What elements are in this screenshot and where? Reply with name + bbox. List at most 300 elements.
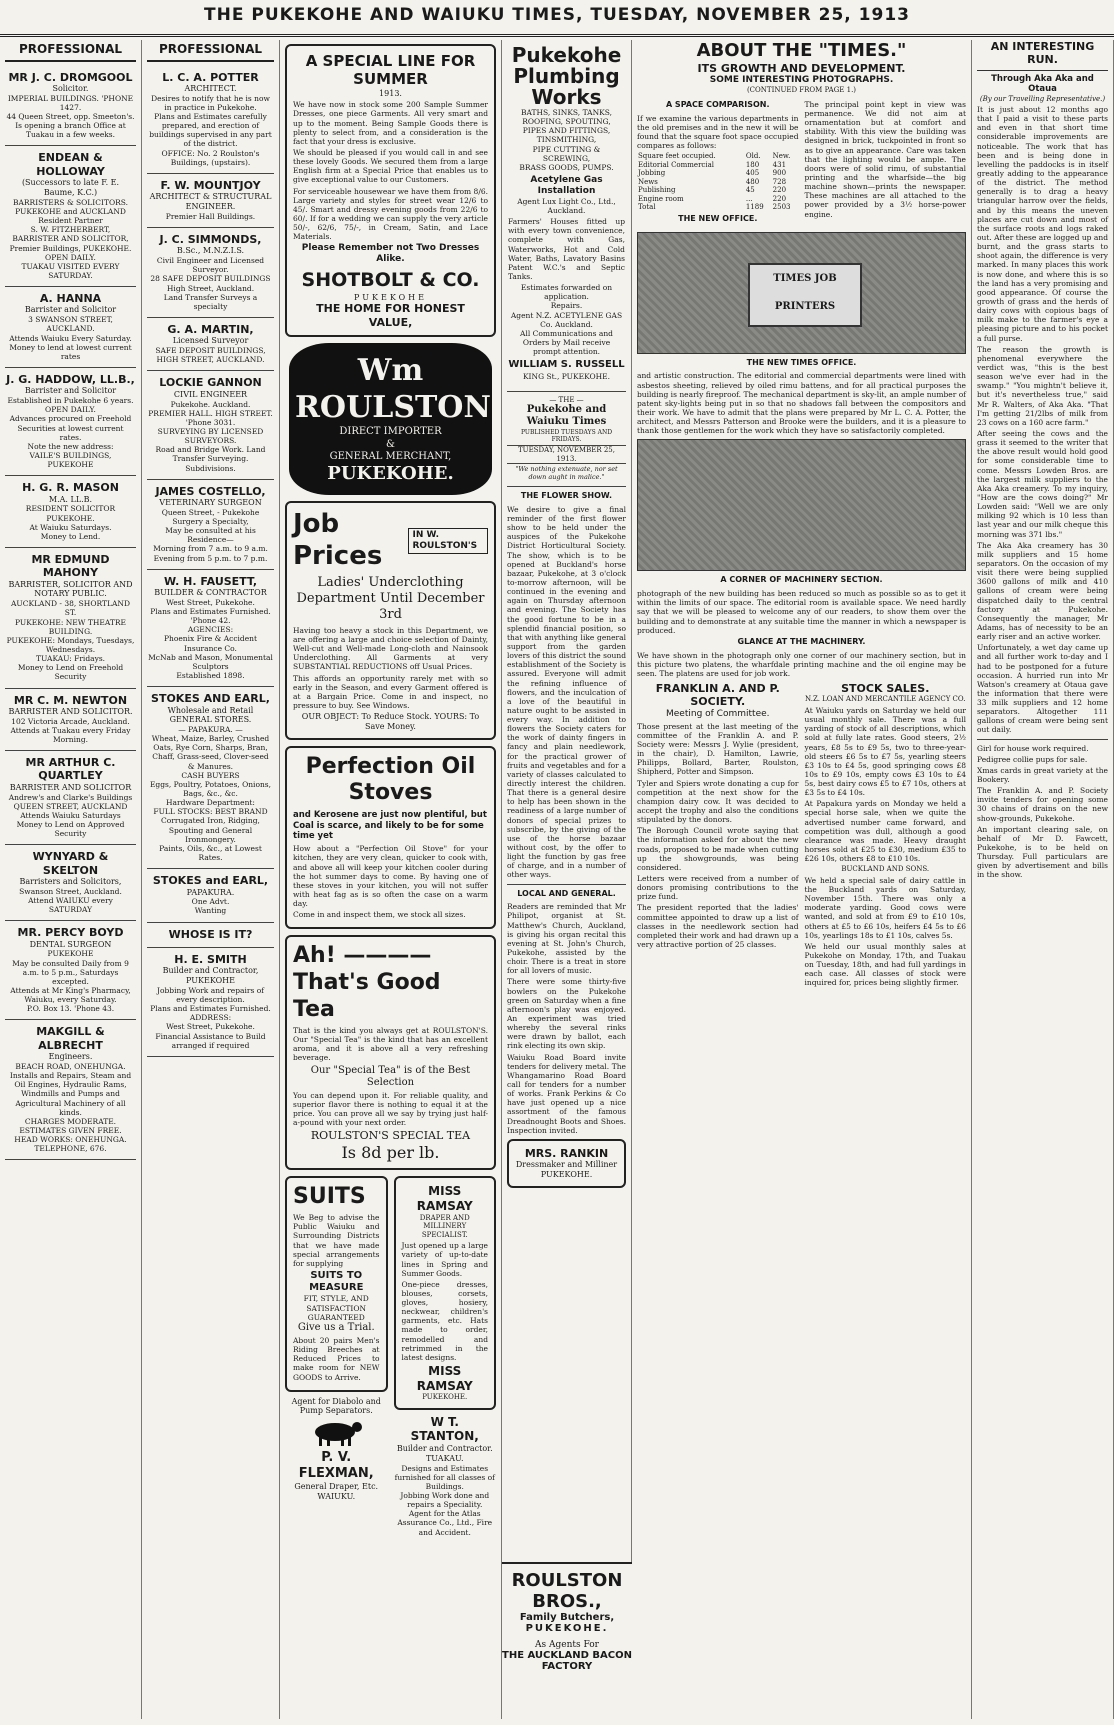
job-prices-body-2: This affords an opportunity rarely met with so early in the Season, and every Garment offered is at a Bargain Price. Come in and inspect, no pressure to buy. See Windows. bbox=[293, 673, 488, 710]
tea-title-2: That's Good Tea bbox=[293, 970, 441, 1023]
ramsay-body-2: One-piece dresses, blouses, corsets, gloves, hosiery, neckwear, children's garments, etc. Hats made to order, remodelled and retrimmed in the latest designs. bbox=[401, 1279, 488, 1362]
ad-name: MAKGILL & ALBRECHT bbox=[36, 1025, 105, 1052]
suits-body: We Beg to advise the Public Waiuku and Surrounding Districts that we have made special arrangements for supplying bbox=[293, 1213, 380, 1268]
ad-line: AGENCIES: bbox=[187, 625, 234, 635]
ad-line: Plans and Estimates Furnished. bbox=[150, 606, 271, 616]
ad-line: Desires to notify that he is now in practice in Pukekohe. bbox=[151, 93, 270, 112]
col2-ad-0 bbox=[147, 66, 274, 174]
table-row bbox=[637, 186, 799, 195]
machinery-glance-title: GLANCE AT THE MACHINERY. bbox=[737, 636, 866, 646]
stanton-town: TUAKAU. bbox=[425, 1453, 464, 1463]
table-row bbox=[637, 178, 799, 187]
ad-line: CASH BUYERS bbox=[181, 770, 240, 780]
ad-line: FULL STOCKS: BEST BRAND Corrugated Iron, Ridging, Spouting and General Ironmongery. bbox=[153, 807, 268, 844]
notice-3: Xmas cards in great variety at the Bookery. bbox=[977, 765, 1108, 785]
ad-line: West Street, Pukekohe. bbox=[166, 597, 255, 607]
ramsay-foot: MISS RAMSAY bbox=[416, 1364, 473, 1393]
new-office-title: THE NEW OFFICE. bbox=[678, 213, 758, 223]
tea-title-1: Ah! ———— bbox=[293, 943, 432, 969]
summer-title: A SPECIAL LINE FOR SUMMER bbox=[305, 52, 476, 89]
masthead-motto: "We nothing extenuate, nor set down aught in malice." bbox=[515, 465, 618, 482]
ad-line: AUCKLAND - 38, SHORTLAND ST. bbox=[11, 599, 130, 618]
ad-name: J. C. SIMMONDS, bbox=[159, 232, 262, 246]
col1-ad-4 bbox=[5, 476, 136, 548]
editorial-masthead bbox=[507, 396, 626, 482]
roulston-logo bbox=[289, 343, 492, 495]
ad-name: L. C. A. POTTER bbox=[162, 70, 259, 84]
ad-subtitle: Builder and Contractor, PUKEKOHE bbox=[162, 966, 259, 986]
feature-body-4: photograph of the new building has been reduced so much as possible so as to get it within the limits of our space. The editorial room is available space. We need hardly say that we will be pleased to welcome any of our readers, to show them over the building and to demonstrate at any suitable time the manner in which a newspaper is produced. bbox=[637, 589, 966, 635]
space-table bbox=[637, 152, 799, 212]
job-prices-title: Job Prices bbox=[293, 508, 383, 571]
masthead: THE PUKEKOHE AND WAIUKU TIMES, TUESDAY, NOVEMBER 25, 1913 bbox=[0, 0, 1114, 37]
ad-line: PUKEKOHE: Mondays, Tuesdays, Wednesdays. bbox=[6, 635, 135, 654]
plumbing-title: Pukekohe Plumbing Works bbox=[511, 43, 622, 109]
ad-list bbox=[147, 66, 274, 1057]
oil-stove-ad bbox=[285, 746, 496, 930]
feature-title: ABOUT THE "TIMES." bbox=[696, 40, 907, 61]
franklin-body-3: The Borough Council wrote saying that the information asked for about the new roads, proposed to be made when cutting up the showgrounds, was being considered. bbox=[637, 826, 799, 872]
feature-continued: (CONTINUED FROM PAGE 1.) bbox=[746, 86, 857, 95]
oil-body: How about a "Perfection Oil Stove" for your kitchen, they are very clean, quicker to cook with, and above all will keep your kitchen cooler during the hot summer days to come. By having one of these stoves in your kitchen, you will not suffer with heat fag as is so often the case on a warm day. bbox=[293, 844, 488, 909]
flower-show-body: We desire to give a final reminder of the first flower show to be held under the auspices of the Pukekohe District Horticultural Society. The show, which is to be opened at Buckland's horse bazaar, Pukekohe, at 3 o'clock to-morrow afternoon, will be continued in the evening and again on Thursday afternoon and evening. The Society has the good fortune to be in a splendid financial position, so that with anything like general support from the garden lovers of this district the sound establishment of the Society is assured. Everyone will admit the refining influence of flowers, and the inculcation of a love of the beautiful in nature ought to be assisted in every way. In addition to flowers the Society caters for the work of dainty fingers in fancy and plain needlework, for the practical grower of fruits and vegetables and for a variety of classes calculated to directly interest the children. That there is a general desire to help has been shown in the readiness of a large number of donors of special prizes to subscribe, by the giving of the use of the horse bazaar without cost, by the offer to light the function by gas free of charge, and in a number of other ways. bbox=[507, 504, 626, 880]
tea-price: Is 8d per lb. bbox=[341, 1142, 440, 1162]
ad-line: Resident Partner bbox=[38, 216, 103, 226]
stanton-body-2: Jobbing Work done and repairs a Speciality. bbox=[400, 1491, 490, 1510]
rankin-sub: Dressmaker and Milliner bbox=[515, 1160, 618, 1170]
ramsay-name: MISS RAMSAY bbox=[416, 1184, 473, 1213]
ad-name: LOCKIE GANNON bbox=[159, 376, 262, 390]
table-cell: 405 bbox=[745, 169, 760, 178]
table-cell: 180 bbox=[745, 160, 760, 169]
ramsay-town: PUKEKOHE. bbox=[422, 1393, 468, 1402]
table-cell: 480 bbox=[745, 177, 760, 186]
job-prices-tag: IN W. ROULSTON'S bbox=[408, 528, 488, 554]
ad-subtitle: DENTAL SURGEON bbox=[29, 939, 112, 949]
space-comparison-title: A SPACE COMPARISON. bbox=[665, 99, 770, 109]
suits-line-1: FIT, STYLE, AND SATISFACTION GUARANTEED bbox=[303, 1294, 369, 1322]
job-prices-body: Having too heavy a stock in this Department, we are offering a large and choice selection of Dainty, Well-cut and Well-made Long-cloth and Nainsook Underclothing. All Garments at very SUBSTANTIAL REDUCTIONS off Usual Prices. bbox=[293, 625, 488, 672]
plumbing-service: TINSMITHING, bbox=[536, 135, 597, 145]
ad-subtitle: CIVIL ENGINEER bbox=[173, 389, 248, 399]
flower-show-title: THE FLOWER SHOW. bbox=[520, 491, 613, 501]
table-cell: 220 bbox=[772, 194, 787, 203]
table-cell: 1189 bbox=[745, 203, 764, 212]
flexman-ad bbox=[285, 1392, 388, 1508]
masthead-date: TUESDAY, NOVEMBER 25, 1913. bbox=[507, 445, 626, 464]
stock-body-4: We held our usual monthly sales at Pukekohe on Monday, 17th, and Tuakau on Tuesday, 18th, and had full yardings in each case. All classes of stock were inquired for, prices being slightly firmer. bbox=[804, 941, 966, 988]
col2-ad-3 bbox=[147, 318, 274, 371]
ad-subtitle: BARRISTER, SOLICITOR AND NOTARY PUBLIC. bbox=[8, 579, 133, 599]
summer-body-2: We should be pleased if you would call in and see these lovely Goods. We secured them from a large English firm at a Special Price that enables us to give exceptional value to our Customers. bbox=[293, 148, 488, 185]
franklin-title: FRANKLIN A. AND P. SOCIETY. bbox=[655, 682, 780, 709]
notice-5: An important clearing sale, on behalf of Mr D. Fawcett, Pukekohe, is to be held on Thursday. Full particulars are given by advertisement and bills in the show. bbox=[977, 824, 1108, 880]
plumbing-service: PIPE CUTTING & SCREWING, bbox=[532, 144, 601, 163]
ad-line: VAILE'S BUILDINGS, PUKEKOHE bbox=[29, 450, 112, 470]
roulston-bros-town: PUKEKOHE. bbox=[525, 1623, 609, 1634]
ad-name: MR C. M. NEWTON bbox=[13, 693, 128, 707]
flexman-agent: Agent for Diabolo and Pump Separators. bbox=[291, 1396, 381, 1416]
ad-line: TUAKAU: Fridays. bbox=[35, 654, 106, 664]
shotbolt-town: PUKEKOHE bbox=[354, 292, 427, 302]
col2-ad-8 bbox=[147, 869, 274, 922]
table-cell: 45 bbox=[745, 186, 755, 195]
ad-name: A. HANNA bbox=[39, 292, 102, 306]
ad-line: BARRISTER AND SOLICITOR, bbox=[12, 234, 129, 244]
table-cell: 728 bbox=[772, 177, 787, 186]
ad-line: Paints, Oils, &c., at Lowest Rates. bbox=[159, 843, 262, 862]
ad-subtitle: ARCHITECT. bbox=[184, 84, 237, 94]
col1-ad-0 bbox=[5, 66, 136, 147]
stock-body-2: At Papakura yards on Monday we held a special horse sale, when we quite the advertised number came forward, and competition was dull, although a good clearance was made. Heavy draught horses sold at £25 to £30, medium £35 to £26 10s, others £8 to £10 10s. bbox=[804, 799, 966, 864]
ad-line: PREMIER HALL. HIGH STREET. 'Phone 3031. bbox=[148, 408, 273, 427]
roulston-bros-name: ROULSTON BROS., bbox=[511, 1570, 623, 1612]
summer-year: 1913. bbox=[379, 88, 402, 98]
ramsay-ad bbox=[394, 1176, 497, 1409]
ad-line: QUEEN STREET, AUCKLAND bbox=[13, 801, 128, 811]
ad-subtitle: VETERINARY SURGEON bbox=[159, 498, 262, 508]
run-body-2: The reason the growth is phenomenal everywhere the verdict was, "this is the best season we've ever had in the swamp." "You mightn't believe it, but it's nevertheless true," said Mr R. Walters, of Aka Aka. "That I'm getting 21/2lbs of milk from 23 cows on a 160 acre farm." bbox=[977, 344, 1108, 427]
summer-note: Please Remember not Two Dresses Alike. bbox=[301, 243, 480, 265]
ad-line: Phoenix Fire & Accident Insurance Co. bbox=[163, 634, 258, 653]
oil-sub: and Kerosene are just now plentiful, but Coal is scarce, and likely to be for some time yet bbox=[293, 810, 487, 841]
ad-line: Money to Lend. bbox=[40, 531, 101, 541]
ad-line: Wheat, Maize, Barley, Crushed Oats, Rye Corn, Sharps, Bran, Chaff, Grass-seed, Clover-seed & Manures. bbox=[151, 734, 270, 771]
stanton-body-3: Agent for the Atlas Assurance Co., Ltd., Fire and Accident. bbox=[397, 1509, 493, 1537]
table-cell: 220 bbox=[772, 186, 787, 195]
ad-line: Attend WAIUKU every SATURDAY bbox=[28, 896, 113, 915]
tea-ad bbox=[285, 935, 496, 1170]
ad-line: Surgery a Specialty, bbox=[172, 516, 249, 526]
rankin-ad bbox=[507, 1139, 626, 1188]
run-body-3: After seeing the cows and the grass it seemed to the writer that the above result would hold good for some considerable time to come. Messrs Lowden Bros. are the largest milk suppliers to the Aka Aka creamery. To my inquiry, "How are the cows doing?" Mr Lowden said: "Well we are only milking 92 which is 10 less than last year and our milk cheque this morning was 371 lbs." bbox=[977, 428, 1108, 539]
ad-line: Pukekohe. Auckland. bbox=[170, 399, 251, 409]
ad-line: McNab and Mason, Monumental Sculptors bbox=[148, 652, 273, 671]
column-times-feature bbox=[632, 40, 972, 1719]
new-office-body: The principal point kept in view was permanence. We did not aim at ornamentation but at comfort and stability. With this view the building was designed in brick, tuckpointed in front so as to give an appearance. Care was taken that the lighting would be ample. The doors were of solid rimu, of substantial printing and the wharfside—the big machine shown—prints the newspaper. These machines are all attached to the power provided by a 3½ horse-power engine. bbox=[804, 99, 966, 219]
ad-line: S. W. FITZHERBERT, bbox=[30, 225, 111, 235]
ad-subtitle: Barrister and Solicitor bbox=[24, 386, 117, 396]
col1-ad-3 bbox=[5, 368, 136, 476]
ad-line: SURVEYING BY LICENSED SURVEYORS. bbox=[157, 426, 264, 446]
table-cell: Publishing bbox=[638, 186, 676, 195]
feature-body-3: and artistic construction. The editorial and commercial departments were lined with asbestos sheeting, relieved by oiled rimu battens, and for all practical purposes the building is nearly fireproof. The mechanical department is sky-lit, an ample number of patent sky-lights being put in so that no shadows fall between the compositors and their work. We have to admit that the plans were prepared by Mr L. C. A. Potter, the architect, and Messrs Patterson and Brooke were the builders, and it is a pleasure to thank those gentlemen for the work which they have so satisfactorily completed. bbox=[637, 371, 966, 436]
office-sign: TIMES JOB PRINTERS bbox=[748, 263, 862, 327]
ad-line: Civil Engineer and Licensed Surveyor. bbox=[156, 256, 265, 275]
ad-line: Note the new address: bbox=[27, 441, 114, 451]
masthead-the: — THE — bbox=[549, 395, 584, 404]
ad-line: Is opening a branch Office at Tuakau in a few weeks. bbox=[15, 121, 126, 140]
feature-subtitle: ITS GROWTH AND DEVELOPMENT. bbox=[697, 61, 906, 75]
column-professional-2 bbox=[142, 40, 280, 1719]
ad-line: 'Phone 42. bbox=[190, 616, 231, 626]
ad-line: IMPERIAL BUILDINGS. 'PHONE 1427. bbox=[7, 93, 134, 112]
flexman-town: WAIUKU. bbox=[317, 1491, 356, 1501]
local-general-body: Readers are reminded that Mr Philipot, organist at St. Matthew's Church, Auckland, is giving his organ recital this evening at St. John's Church, Pukekohe, assisted by the choir. There is a treat in store for all lovers of music. bbox=[507, 902, 626, 976]
ad-subtitle: Wholesale and Retail GENERAL STORES. bbox=[167, 705, 254, 725]
plumbing-body-3: Estimates forwarded on application. bbox=[520, 283, 613, 302]
ad-line: Hardware Department: bbox=[166, 798, 255, 808]
franklin-sub: Meeting of Committee. bbox=[666, 708, 770, 719]
oil-title-2: Stoves bbox=[348, 780, 433, 806]
photo-2-caption: A CORNER OF MACHINERY SECTION. bbox=[720, 575, 883, 585]
ad-subtitle: Licensed Surveyor bbox=[172, 336, 249, 346]
ad-line: One Advt. bbox=[191, 897, 230, 907]
ad-subtitle: M.A. LL.B. bbox=[48, 494, 93, 504]
stock-sub: N.Z. LOAN AND MERCANTILE AGENCY CO. bbox=[805, 695, 966, 704]
ad-line: May be consulted Daily from 9 a.m. to 5 p.m., Saturdays excepted. bbox=[12, 958, 129, 986]
flexman-name: P. V. FLEXMAN, bbox=[298, 1450, 374, 1482]
col1-ad-7 bbox=[5, 751, 136, 845]
ad-line: Road and Bridge Work. Land Transfer Surveying. Subdivisions. bbox=[155, 445, 266, 473]
shotbolt-tagline: THE HOME FOR HONEST VALUE, bbox=[316, 302, 465, 329]
table-cell: ... bbox=[745, 194, 753, 203]
table-row bbox=[637, 195, 799, 204]
stanton-name: W T. STANTON, bbox=[410, 1414, 479, 1444]
ad-line: P.O. Box 13. 'Phone 43. bbox=[26, 1004, 115, 1014]
plumbing-ad bbox=[507, 40, 626, 387]
ad-line: Morning from 7 a.m. to 9 a.m. bbox=[153, 544, 268, 554]
stock-body: At Waiuku yards on Saturday we held our usual monthly sale. There was a full yarding of stock of all descriptions, which sold at fully late rates. Good steers, 2½ years, £8 5s to £9 5s, two to three-year-old steers £6 5s to £7 5s, yearling steers £3 10s to £4 5s, good springing cows £8 10s to £9 10s, empty cows £3 10s to £4 5s, best dairy cows £5 to £7 10s, others at £3 5s to £4 10s. bbox=[804, 705, 966, 798]
buckland-title: BUCKLAND AND SONS. bbox=[841, 865, 930, 874]
photo-new-times-office bbox=[637, 232, 966, 354]
roulston-logo-town: PUKEKOHE. bbox=[327, 462, 454, 484]
oil-title-1: Perfection Oil bbox=[305, 753, 476, 779]
col2-ad-4 bbox=[147, 371, 274, 479]
bacon-agents: As Agents For bbox=[535, 1640, 599, 1650]
franklin-body-5: The president reported that the ladies' committee appointed to draw up a list of classes in the needlework section had completed their work and had drawn up a very attractive portion of 25 classes. bbox=[637, 903, 799, 950]
ad-line: OFFICE: No. 2 Roulston's Buildings, (upstairs). bbox=[161, 148, 260, 167]
col2-ad-6 bbox=[147, 570, 274, 687]
job-prices-ad bbox=[285, 501, 496, 740]
photo-1-caption: THE NEW TIMES OFFICE. bbox=[746, 357, 857, 367]
summer-body-3: For serviceable housewear we have them from 8/6. Large variety and styles for street wear 12/6 to 45/. Smart and dressy evening goods from 22/6 to 60/. If for a wedding we can supply the very article 50/-, 62/6, 75/-, in Cream, Satin, and Lace Materials. bbox=[293, 186, 488, 242]
ad-line: Land Transfer Surveys a specialty bbox=[163, 292, 258, 311]
ad-line: Attends at Mr King's Pharmacy, Waiuku, every Saturday. bbox=[10, 986, 131, 1005]
ad-name: W. H. FAUSETT, bbox=[163, 574, 258, 588]
ad-line: High Street, Auckland. bbox=[166, 283, 255, 293]
plumbing-body-2: Farmers' Houses fitted up with every town convenience, complete with Gas, Waterworks, Hot and Cold Water, Baths, Lavatory Basins Patent W.C.'s and Septic Tanks. bbox=[508, 217, 625, 282]
stock-body-3: We held a special sale of dairy cattle in the Buckland yards on Saturday, November 15th. There was only a moderate yarding. Good cows were wanted, and sold at from £9 to £10 10s, others at £5 to £6 10s, heifers £4 5s to £6 10s, yearlings 18s to £1 10s, calves 5s. bbox=[804, 875, 966, 940]
roulston-logo-line3: GENERAL MERCHANT, bbox=[329, 450, 452, 462]
run-body-5: Unfortunately, a wet day came up and all further work to-day and I had to be postponed for a future occasion. A hurried run into Mr Watson's creamery at Otaua gave the information that there were 33 milk suppliers and 12 home separators. Altogether 111 gallons of cream were being sent out daily. bbox=[977, 643, 1108, 735]
table-cell: 431 bbox=[772, 160, 787, 169]
suits-sub: SUITS TO MEASURE bbox=[309, 1270, 364, 1294]
job-prices-sub: Ladies' Underclothing Department Until December 3rd bbox=[296, 575, 485, 622]
col2-ad-2 bbox=[147, 228, 274, 318]
roulston-logo-name: Wm ROULSTON bbox=[295, 353, 491, 425]
plumbing-service: BATHS, SINKS, TANKS, bbox=[520, 108, 613, 117]
column-heading: PROFESSIONAL bbox=[147, 40, 274, 62]
notice-2: Pedigree collie pups for sale. bbox=[977, 754, 1088, 764]
ad-subtitle: Barristers and Solicitors, bbox=[19, 877, 122, 887]
ad-list bbox=[5, 66, 136, 1161]
run-body: It is just about 12 months ago that I paid a visit to these parts and even in that short time considerable improvements are noticeable. The work that has been and is being done in levelling the paddocks is in itself greatly adding to the appearance of the district. The method generally is to drag a heavy triangular harrow over the fields, and by this means the uneven places are cut down and most of the surface roots and logs raked out. After these are logged up and burnt, and the grass starts to shoot again, the difference is very marked. In many places this work is now done, and where this is so the land has a very promising and good appearance. Of course the growth of grass and the herds of dairy cows with copious bags of milk make to the farmer's eye a pleasing picture and to his pocket a full purse. bbox=[977, 105, 1108, 343]
ad-line: HEAD WORKS: ONEHUNGA. TELEPHONE, 676. bbox=[14, 1135, 127, 1154]
franklin-body-4: Letters were received from a number of donors promising contributions to the prize fund. bbox=[637, 874, 799, 902]
table-cell: Total bbox=[638, 203, 656, 212]
ad-name: G. A. MARTIN, bbox=[167, 322, 254, 336]
ad-name: F. W. MOUNTJOY bbox=[160, 178, 261, 192]
shotbolt-name: SHOTBOLT & CO. bbox=[301, 269, 480, 292]
col1-ad-5 bbox=[5, 548, 136, 689]
table-row bbox=[637, 169, 799, 178]
ad-line: Queen Street, - Pukekohe bbox=[161, 507, 260, 517]
roulston-logo-line1: DIRECT IMPORTER bbox=[339, 426, 442, 438]
ad-name: STOKES AND EARL, bbox=[151, 692, 270, 706]
notice-4: The Franklin A. and P. Society invite tenders for opening some 30 chains of drains on the new show-grounds, Pukekohe. bbox=[977, 786, 1108, 823]
franklin-body-2: Tyler and Spiers wrote donating a cup for competition at the next show for the champion dairy cow. It was decided to accept the trophy and also the conditions stipulated by the donors. bbox=[637, 778, 799, 825]
ad-subtitle: Engineers. bbox=[48, 1052, 93, 1062]
suits-line-3: About 20 pairs Men's Riding Breeches at Reduced Prices to make room for NEW GOODS to Arrive. bbox=[293, 1336, 380, 1382]
masthead-sub: PUBLISHED TUESDAYS AND FRIDAYS. bbox=[520, 428, 612, 443]
stanton-sub: Builder and Contractor. bbox=[396, 1444, 493, 1454]
stanton-ad bbox=[394, 1410, 497, 1543]
ad-name: MR EDMUND MAHONY bbox=[31, 552, 110, 580]
ad-subtitle: BARRISTER AND SOLICITOR. bbox=[8, 706, 133, 716]
ad-line: TUAKAU VISITED EVERY SATURDAY. bbox=[21, 261, 120, 280]
ad-line: PUKEKOHE bbox=[47, 949, 94, 959]
tea-body: That is the kind you always get at ROULSTON'S. Our "Special Tea" is the kind that has an excellent aroma, and it is above all a very refreshing beverage. bbox=[293, 1025, 488, 1063]
roulston-logo-line2: & bbox=[386, 438, 395, 450]
ad-line: Attends Waiuku Saturdays bbox=[20, 810, 121, 820]
ad-line: BEACH ROAD, ONEHUNGA. bbox=[15, 1062, 126, 1072]
summer-dress-ad bbox=[285, 44, 496, 337]
ad-line: PUKEKOHE. bbox=[46, 513, 95, 523]
run-title: AN INTERESTING RUN. bbox=[977, 40, 1108, 71]
column-professional-1 bbox=[0, 40, 142, 1719]
ad-subtitle: BUILDER & CONTRACTOR bbox=[154, 588, 267, 598]
ad-line: Plans and Estimates Furnished. bbox=[150, 1004, 271, 1014]
suits-line-2: Give us a Trial. bbox=[297, 1321, 375, 1333]
table-cell: Editorial Commercial bbox=[638, 160, 714, 169]
rankin-town: PUKEKOHE. bbox=[540, 1170, 593, 1180]
ad-name: ENDEAN & HOLLOWAY bbox=[36, 151, 105, 178]
ad-subtitle: B.Sc., M.N.Z.I.S. bbox=[176, 246, 245, 256]
ad-line: Financial Assistance to Build arranged if required bbox=[155, 1031, 266, 1050]
ad-name: WYNYARD & SKELTON bbox=[32, 850, 109, 877]
plumbing-body-4: Repairs. bbox=[550, 301, 583, 311]
run-sub: Through Aka Aka and Otaua bbox=[991, 73, 1094, 95]
masthead-name: Pukekohe and Waiuku Times bbox=[526, 404, 607, 428]
ad-line: OPEN DAILY. bbox=[45, 405, 96, 415]
ad-line: West Street, Pukekohe. bbox=[166, 1022, 255, 1032]
ad-line: Established 1898. bbox=[176, 670, 245, 680]
ad-name: WHOSE IS IT? bbox=[168, 927, 253, 941]
ad-name: J. G. HADDOW, LL.B., bbox=[6, 372, 135, 386]
ad-line: 28 SAFE DEPOSIT BUILDINGS bbox=[150, 274, 271, 284]
ad-line: Premier Hall Buildings. bbox=[165, 211, 256, 221]
plumbing-services bbox=[508, 108, 625, 172]
ad-line: At Waiuku Saturdays. bbox=[29, 522, 112, 532]
table-header: New. bbox=[772, 152, 791, 161]
tea-sub: Our "Special Tea" is of the Best Selection bbox=[310, 1064, 471, 1088]
suits-title: SUITS bbox=[293, 1184, 366, 1210]
plumbing-service: ROOFING, SPOUTING, bbox=[522, 117, 611, 127]
ad-name: MR ARTHUR C. QUARTLEY bbox=[25, 756, 116, 783]
oil-body-2: Come in and inspect them, we stock all sizes. bbox=[293, 910, 466, 920]
column-interesting-run bbox=[972, 40, 1114, 1719]
ad-line: Swanson Street, Auckland. bbox=[19, 886, 122, 896]
ad-line: Jobbing Work and repairs of every description. bbox=[156, 985, 265, 1004]
plumbing-sub: Acetylene Gas Installation bbox=[530, 174, 603, 196]
ad-line: BARRISTERS & SOLICITORS. bbox=[12, 197, 128, 207]
ad-line: 3 SWANSON STREET, AUCKLAND. bbox=[28, 315, 113, 334]
local-general-body-2: There were some thirty-five bowlers on the Pukekohe green on Saturday when a fine afternoon's play was enjoyed. An experiment was tried whereby the several rinks were drawn by ballot, each rink electing its own skip. bbox=[507, 977, 626, 1051]
ad-line: Wanting bbox=[194, 906, 227, 916]
ad-line: Andrew's and Clarke's Buildings bbox=[8, 792, 133, 802]
ad-line: Evening from 5 p.m. to 7 p.m. bbox=[153, 553, 268, 563]
ad-name: MR. PERCY BOYD bbox=[17, 926, 124, 940]
col2-ad-10 bbox=[147, 948, 274, 1057]
col2-ad-1 bbox=[147, 174, 274, 228]
col1-ad-6 bbox=[5, 689, 136, 752]
table-row bbox=[637, 203, 799, 212]
plumbing-town: KING St., PUKEKOHE. bbox=[522, 371, 611, 381]
ad-subtitle: PAPAKURA. bbox=[186, 887, 235, 897]
table-cell: Engine room bbox=[638, 194, 684, 203]
local-general-body-3: Waiuku Road Board invite tenders for delivery metal. The Whangamarino Road Board call for tenders for a number of works. Frank Perkins & Co have just opened up a nice assortment of the famous Dreadnought Boots and Shoes. Inspection invited. bbox=[507, 1052, 626, 1135]
ad-line: HIGH STREET, AUCKLAND. bbox=[156, 355, 265, 365]
ad-subtitle: BARRISTER AND SOLICITOR bbox=[9, 782, 132, 792]
col2-ad-5 bbox=[147, 480, 274, 570]
ad-line: CHARGES MODERATE. ESTIMATES GIVEN FREE. bbox=[19, 1116, 122, 1136]
ad-line: Eggs, Poultry, Potatoes, Onions, Bags, &c., &c. bbox=[149, 779, 272, 798]
ramsay-body: Just opened up a large variety of up-to-date lines in Spring and Summer Goods. bbox=[401, 1241, 488, 1278]
ad-line: 102 Victoria Arcade, Auckland. bbox=[11, 716, 130, 726]
col1-ad-9 bbox=[5, 921, 136, 1020]
flexman-sub: General Draper, Etc. bbox=[294, 1481, 379, 1491]
table-cell: News bbox=[638, 177, 658, 186]
ad-line: 44 Queen Street, opp. Smeeton's. bbox=[6, 112, 135, 122]
photo-machinery-section bbox=[637, 439, 966, 571]
ad-line: Installs and Repairs, Steam and Oil Engines, Hydraulic Rams, Windmills and Pumps and Agricultural Machinery of all kinds. bbox=[9, 1071, 132, 1117]
tea-body-2: You can depend upon it. For reliable quality, and superior flavor there is nothing to equal it at the price. You can prove all we say by trying just half-a-pound with your next order. bbox=[293, 1090, 488, 1128]
column-heading: PROFESSIONAL bbox=[5, 40, 136, 62]
franklin-body: Those present at the last meeting of the committee of the Franklin A. and P. Society were: Messrs J. Wylie (president, in the chair), D. Hamilton, Lawrie, Philipps, Bollard, Barter, Roulston, Shipherd, Potter and Simpson. bbox=[637, 721, 799, 777]
ad-line: May be consulted at his Residence— bbox=[165, 526, 256, 545]
ad-subtitle: (Successors to late F. E. Baume, K.C.) bbox=[21, 178, 120, 198]
ad-line: RESIDENT SOLICITOR bbox=[25, 504, 116, 514]
ad-line: SAFE DEPOSIT BUILDINGS, bbox=[155, 346, 266, 356]
table-cell: Jobbing bbox=[638, 169, 666, 178]
column-plumbing-editorial bbox=[502, 40, 632, 1719]
col1-ad-10 bbox=[5, 1020, 136, 1160]
plumbing-body-6: All Communications and Orders by Mail receive prompt attention. bbox=[520, 328, 613, 357]
ad-subtitle: ARCHITECT & STRUCTURAL ENGINEER. bbox=[149, 192, 272, 212]
ad-subtitle: Solicitor. bbox=[52, 84, 89, 94]
col2-ad-7 bbox=[147, 687, 274, 869]
table-header: Old. bbox=[745, 152, 761, 161]
ad-line: Plans and Estimates carefully prepared, and erection of buildings supervised in any part of the district. bbox=[149, 112, 272, 149]
stanton-body: Designs and Estimates furnished for all classes of Buildings. bbox=[394, 1463, 495, 1491]
ad-line: Money to lend at lowest current rates bbox=[9, 342, 132, 361]
ad-line: Attends Waiuku Every Saturday. bbox=[9, 333, 132, 343]
roulston-bros-ad bbox=[502, 1562, 632, 1719]
table-cell: 2503 bbox=[772, 203, 791, 212]
ad-line: PUKEKOHE: NEW THEATRE BUILDING. bbox=[14, 617, 127, 636]
run-byline: (By our Travelling Representative.) bbox=[979, 94, 1106, 103]
plumbing-service: PIPES AND FITTINGS, bbox=[522, 126, 611, 136]
ad-line: Premier Buildings, PUKEKOHE. OPEN DAILY. bbox=[9, 243, 132, 262]
feature-subtitle-2: SOME INTERESTING PHOTOGRAPHS. bbox=[709, 75, 894, 86]
col1-ad-2 bbox=[5, 287, 136, 368]
plumbing-name: WILLIAM S. RUSSELL bbox=[508, 359, 625, 371]
ad-line: — PAPAKURA. — bbox=[178, 725, 243, 734]
col1-ad-1 bbox=[5, 146, 136, 287]
job-prices-foot: OUR OBJECT: To Reduce Stock. YOURS: To Save Money. bbox=[301, 712, 480, 731]
col2-ad-9 bbox=[147, 923, 274, 948]
